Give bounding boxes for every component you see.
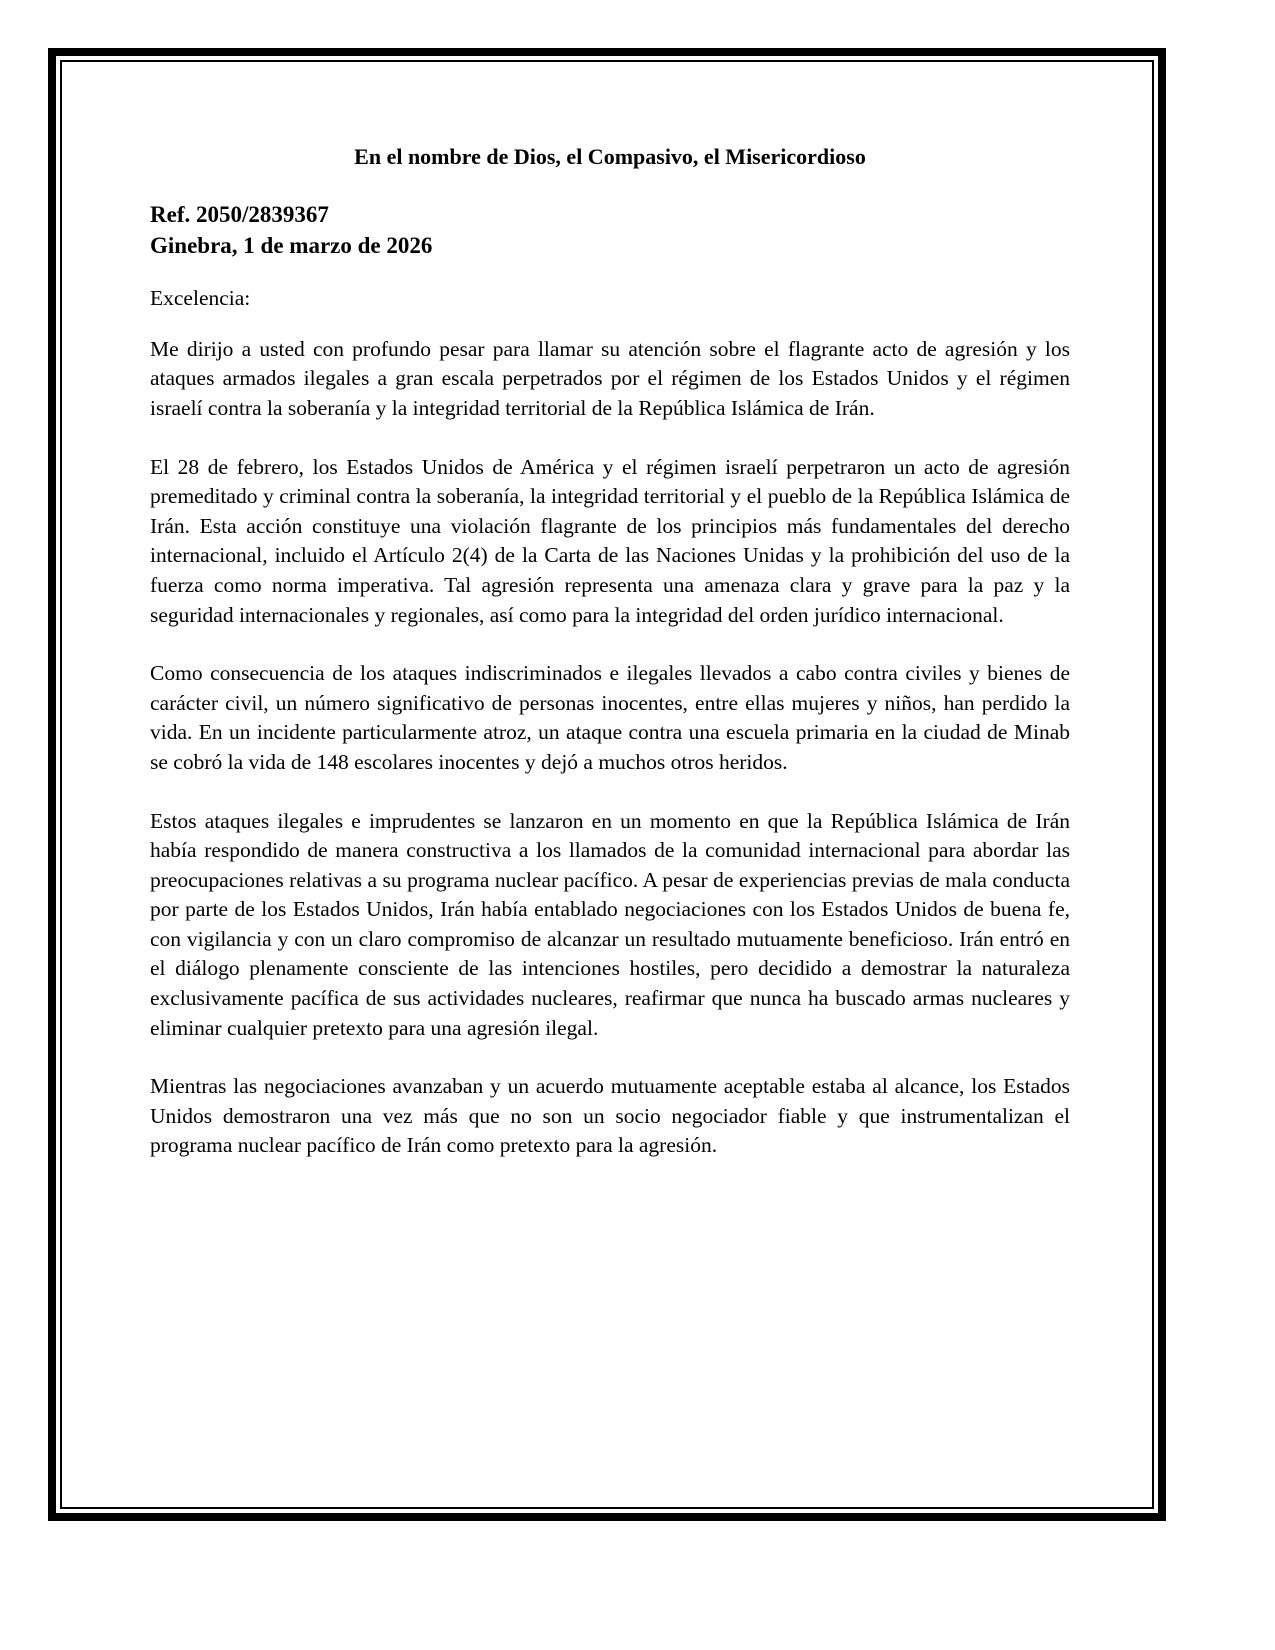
paragraph: Estos ataques ilegales e imprudentes se lanzaron en un momento en que la República Islámica de Irán había respondido de manera constructiva a los llamados de la comunidad internacional para abordar las preocupaciones relativas a su programa nuclear pacífico. A pesar de experiencias previas de mala conducta por parte de los Estados Unidos, Irán había entablado negociaciones con los Estados Unidos de buena fe, con vigilancia y con un claro compromiso de alcanzar un resultado mutuamente beneficioso. Irán entró en el diálogo plenamente consciente de las intenciones hostiles, pero decidido a demostrar la naturaleza exclusivamente pacífica de sus actividades nucleares, reafirmar que nunca ha buscado armas nucleares y eliminar cualquier pretexto para una agresión ilegal. <box>150 808 1070 1040</box>
paragraph: Mientras las negociaciones avanzaban y un acuerdo mutuamente aceptable estaba al alcance, los Estados Unidos demostraron una vez más que no son un socio negociador fiable y que instrumentalizan el programa nuclear pacífico de Irán como pretexto para la agresión. <box>150 1074 1070 1158</box>
paragraph: El 28 de febrero, los Estados Unidos de América y el régimen israelí perpetraron un acto de agresión premeditado y criminal contra la soberanía, la integridad territorial y el pueblo de la República Islámica de Irán. Esta acción constituye una violación flagrante de los principios más fundamentales del derecho internacional, incluido el Artículo 2(4) de la Carta de las Naciones Unidas y la prohibición del uso de la fuerza como norma imperativa. Tal agresión representa una amenaza clara y grave para la paz y la seguridad internacionales y regionales, así como para la integridad del orden jurídico internacional. <box>150 454 1070 627</box>
reference-number: Ref. 2050/2839367 <box>150 201 329 227</box>
salutation: Excelencia: <box>150 285 251 310</box>
letter-body <box>150 142 1070 1190</box>
invocation-heading: En el nombre de Dios, el Compasivo, el Misericordioso <box>354 144 866 169</box>
paragraph: Como consecuencia de los ataques indiscriminados e ilegales llevados a cabo contra civiles y bienes de carácter civil, un número significativo de personas inocentes, entre ellas mujeres y niños, han perdido la vida. En un incidente particularmente atroz, un ataque contra una escuela primaria en la ciudad de Minab se cobró la vida de 148 escolares inocentes y dejó a muchos otros heridos. <box>150 661 1070 774</box>
paragraph: Me dirijo a usted con profundo pesar para llamar su atención sobre el flagrante acto de agresión y los ataques armados ilegales a gran escala perpetrados por el régimen de los Estados Unidos y el régimen israelí contra la soberanía y la integridad territorial de la República Islámica de Irán. <box>150 336 1070 420</box>
place-date: Ginebra, 1 de marzo de 2026 <box>150 232 433 258</box>
